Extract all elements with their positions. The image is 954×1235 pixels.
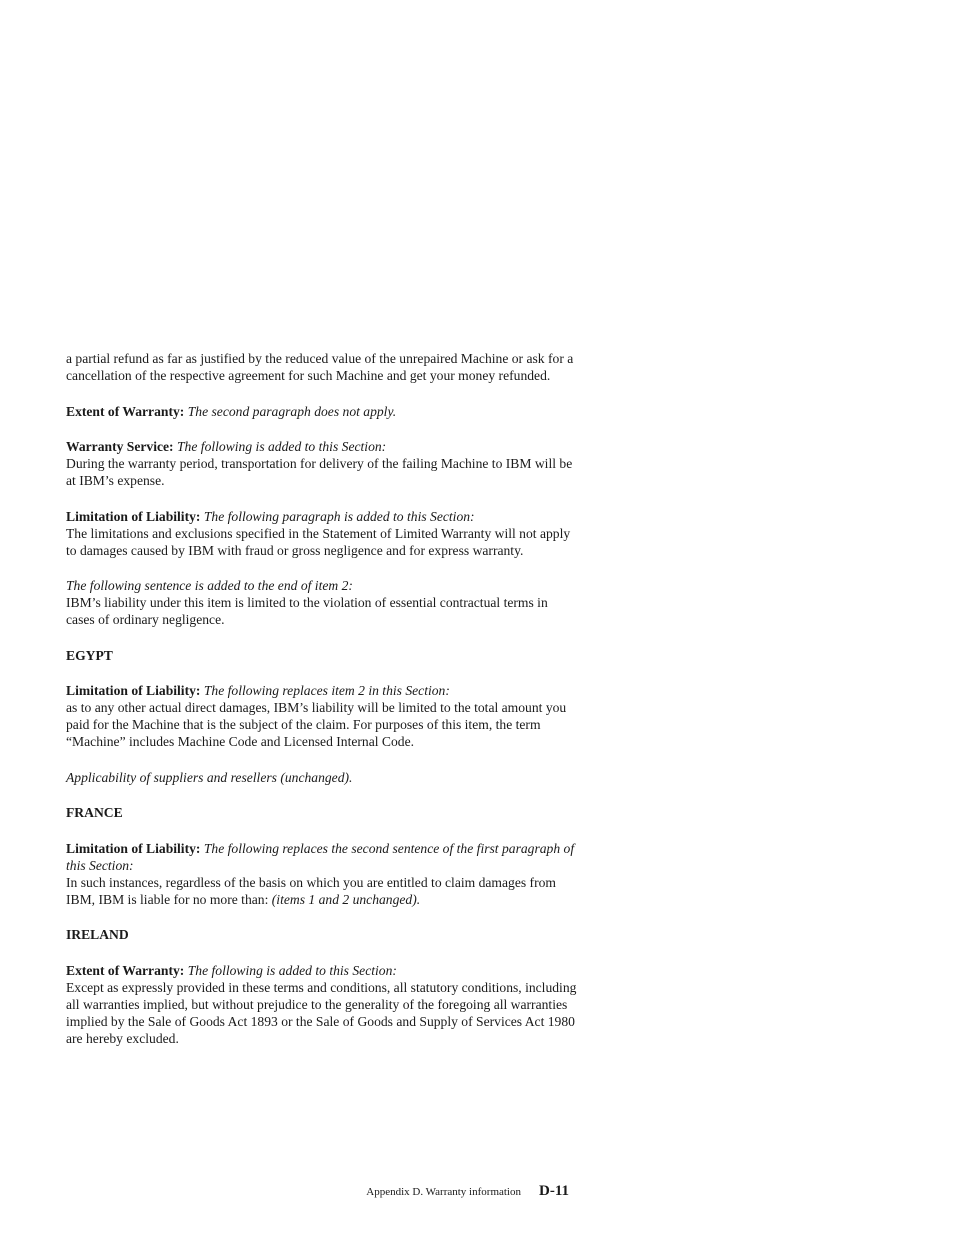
france-limitation-paragraph bbox=[66, 840, 578, 908]
warranty-service-body: During the warranty period, transportation for delivery of the failing Machine to IBM will be at IBM’s expense. bbox=[66, 456, 573, 488]
france-limitation-body-note: (items 1 and 2 unchanged). bbox=[271, 891, 421, 907]
egypt-limitation-paragraph bbox=[66, 682, 578, 750]
continuation-text: a partial refund as far as justified by the reduced value of the unrepaired Machine or ask for a cancellation of the respective agreement for such Machine and get your money refunded. bbox=[66, 351, 574, 383]
warranty-service-note: The following is added to this Section: bbox=[177, 439, 387, 454]
extent-of-warranty-label: Extent of Warranty: bbox=[66, 403, 185, 419]
ireland-extent-label: Extent of Warranty: bbox=[66, 962, 185, 978]
continuation-paragraph bbox=[66, 350, 578, 384]
item2-addition-note: The following sentence is added to the end of item 2: bbox=[66, 578, 353, 593]
page-number: D-11 bbox=[539, 1183, 569, 1199]
limitation-of-liability-label: Limitation of Liability: bbox=[66, 508, 201, 524]
ireland-extent-body: Except as expressly provided in these terms and conditions, all statutory conditions, including all warranties implied, but without prejudice to the generality of the foregoing all warranties implied by the Sale of Goods Act 1893 or the Sale of Goods and Supply of Services Act 1980 are hereby excluded. bbox=[66, 979, 577, 1046]
limitation-of-liability-paragraph bbox=[66, 508, 578, 559]
limitation-of-liability-note: The following paragraph is added to this Section: bbox=[203, 508, 475, 524]
egypt-limitation-body: as to any other actual direct damages, IBM’s liability will be limited to the total amount you paid for the Machine that is the subject of the claim. For purposes of this item, the term “Machine” includes Machine Code and Licensed Internal Code. bbox=[66, 700, 567, 749]
warranty-service-label: Warranty Service: bbox=[66, 439, 174, 454]
egypt-limitation-label: Limitation of Liability: bbox=[66, 683, 201, 698]
extent-of-warranty-note: The second paragraph does not apply. bbox=[187, 403, 397, 419]
document-body bbox=[66, 350, 578, 1065]
egypt-applicability-note: Applicability of suppliers and resellers (unchanged). bbox=[66, 769, 353, 785]
france-limitation-label: Limitation of Liability: bbox=[66, 840, 201, 856]
france-limitation-body: In such instances, regardless of the basis on which you are entitled to claim damages from IBM, IBM is liable for no more than: bbox=[66, 874, 556, 907]
item2-addition-paragraph bbox=[66, 577, 578, 628]
page-footer bbox=[0, 1181, 569, 1202]
ireland-extent-paragraph bbox=[66, 962, 578, 1047]
limitation-of-liability-body: The limitations and exclusions specified in the Statement of Limited Warranty will not apply to damages caused by IBM with fraud or gross negligence and for express warranty. bbox=[66, 525, 571, 558]
ireland-extent-note: The following is added to this Section: bbox=[187, 962, 397, 978]
footer-section-title: Appendix D. Warranty information bbox=[366, 1186, 521, 1198]
france-limitation-note: The following replaces the second sentence of the first paragraph of this Section: bbox=[66, 840, 575, 873]
item2-addition-body: IBM’s liability under this item is limited to the violation of essential contractual terms in cases of ordinary negligence. bbox=[66, 595, 548, 627]
ireland-heading: IRELAND bbox=[66, 927, 129, 942]
france-heading: FRANCE bbox=[66, 805, 123, 820]
warranty-service-paragraph bbox=[66, 438, 578, 489]
extent-of-warranty-paragraph bbox=[66, 403, 578, 420]
egypt-limitation-note: The following replaces item 2 in this Section: bbox=[203, 683, 450, 698]
egypt-heading: EGYPT bbox=[66, 647, 113, 663]
